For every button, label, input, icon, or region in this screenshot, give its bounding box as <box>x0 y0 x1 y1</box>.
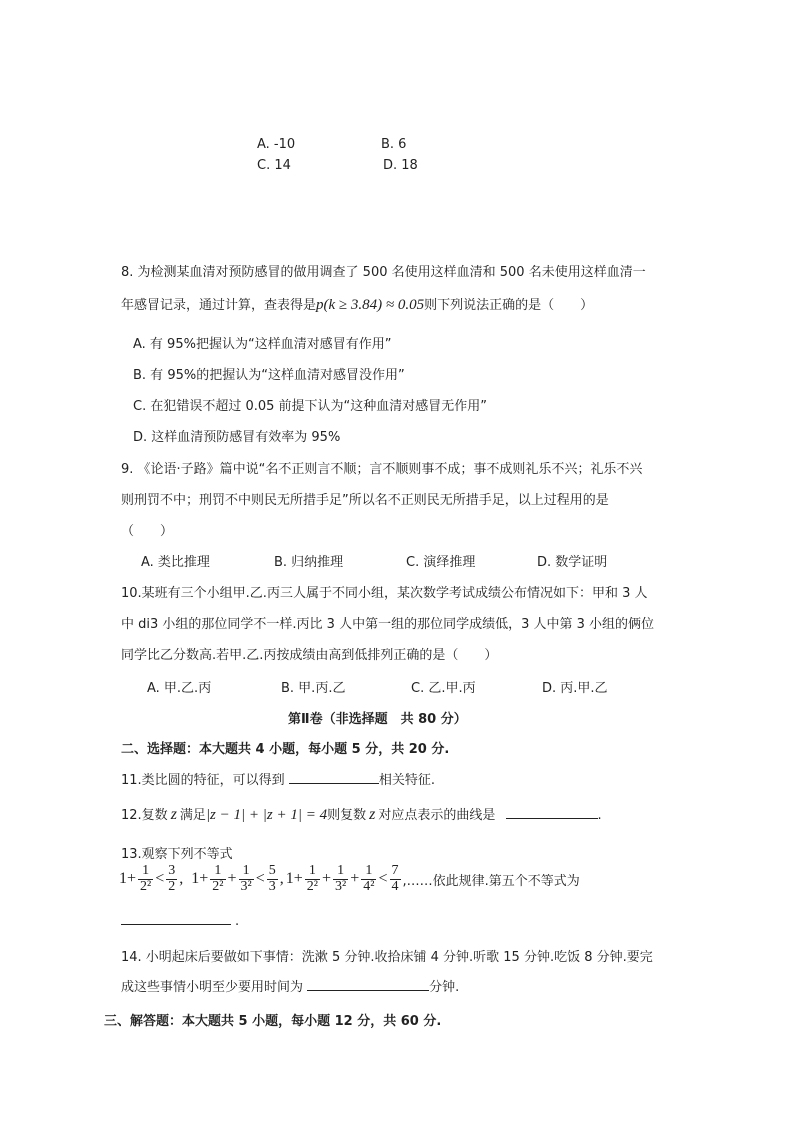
q13-end: . <box>235 914 240 929</box>
q13-frac-den: 3 <box>268 878 276 894</box>
q7-option-d: D. 18 <box>383 158 418 173</box>
q8-line2-post: 则下列说法正确的是（ ） <box>424 298 594 313</box>
q13-fraction-1-over-2sq <box>210 864 225 894</box>
q9-option-d: D. 数学证明 <box>537 555 608 570</box>
q13-frac-num: 1 <box>138 864 153 880</box>
q13-fraction-3-over-2 <box>166 864 177 894</box>
q10-line1: 10.某班有三个小组甲.乙.丙三人属于不同小组，某次数学考试成绩公布情况如下：甲和 3 人 <box>121 586 648 601</box>
q13-frac-den: 3² <box>240 878 252 894</box>
q12-line <box>121 804 602 824</box>
q12-post: 对应点表示的曲线是 <box>378 808 496 823</box>
q13-title: 13.观察下列不等式 <box>121 847 233 862</box>
q8-line2 <box>121 294 593 314</box>
q9-line3: （ ） <box>121 524 174 539</box>
q12-equation: |z − 1| + |z + 1| = 4 <box>205 807 328 823</box>
q13-less-than: < <box>378 870 388 888</box>
q10-option-d: D. 丙.甲.乙 <box>542 681 608 696</box>
q13-frac-den: 2² <box>212 878 224 894</box>
q13-fraction-1-over-2sq <box>305 864 320 894</box>
q12-variable-z: z <box>170 806 177 823</box>
q12-variable-z-2: z <box>369 806 376 823</box>
q8-option-c: C. 在犯错误不超过 0.05 前提下认为“这种血清对感冒无作用” <box>133 399 488 414</box>
q7-option-c: C. 14 <box>257 158 291 173</box>
q8-option-d: D. 这样血清预防感冒有效率为 95% <box>133 430 341 445</box>
q13-fraction-7-over-4 <box>390 864 401 894</box>
q13-term-one: 1+ <box>191 870 209 888</box>
q13-frac-den: 3² <box>335 878 347 894</box>
q13-frac-num: 3 <box>168 863 176 878</box>
section2-heading: 二、选择题：本大题共 4 小题，每小题 5 分，共 20 分. <box>121 742 450 757</box>
q13-frac-den: 4 <box>391 878 399 894</box>
q11-pre: 11.类比圆的特征，可以得到 <box>121 773 285 788</box>
q8-line1: 8. 为检测某血清对预防感冒的做用调查了 500 名使用这样血清和 500 名未使用这样血清一 <box>121 265 646 280</box>
q10-option-c: C. 乙.甲.丙 <box>411 681 476 696</box>
q12-pre: 12.复数 <box>121 808 168 823</box>
q13-fraction-1-over-4sq <box>361 864 376 894</box>
q13-frac-num: 7 <box>391 863 399 878</box>
q8-option-a: A. 有 95%把握认为“这样血清对感冒有作用” <box>133 337 392 352</box>
q13-fraction-5-over-3 <box>267 864 278 894</box>
q13-tail-text: ,……依此规律.第五个不等式为 <box>402 873 580 889</box>
q10-option-b: B. 甲.丙.乙 <box>281 681 346 696</box>
q13-term-one: 1+ <box>119 870 137 888</box>
q10-line2: 中 di3 小组的那位同学不一样.丙比 3 人中第一组的那位同学成绩低，3 人中第 3 小组的俩位 <box>121 617 655 632</box>
q13-plus: + <box>322 870 332 888</box>
q12-mid1: 满足 <box>179 808 206 823</box>
q13-less-than: < <box>155 870 165 888</box>
q13-frac-num: 1 <box>210 864 225 880</box>
q8-option-b: B. 有 95%的把握认为“这样血清对感冒没作用” <box>133 368 405 383</box>
q9-option-b: B. 归纳推理 <box>274 555 344 570</box>
q14-answer-blank <box>307 976 429 991</box>
q8-line2-pre: 年感冒记录，通过计算，查表得是 <box>121 298 317 313</box>
q13-frac-den: 2² <box>140 878 152 894</box>
q13-plus: + <box>227 870 237 888</box>
q7-option-a: A. -10 <box>257 137 296 152</box>
q10-option-a: A. 甲.乙.丙 <box>147 681 212 696</box>
q13-frac-den: 4² <box>363 878 375 894</box>
q13-fraction-1-over-3sq <box>333 864 348 894</box>
q13-answer-line <box>121 910 239 929</box>
q14-line2 <box>121 976 459 995</box>
q13-frac-num: 5 <box>268 863 276 878</box>
q13-fraction-1-over-3sq <box>239 864 254 894</box>
q13-frac-den: 2 <box>168 878 176 894</box>
part2-title: 第Ⅱ卷（非选择题 共 80 分） <box>288 712 467 727</box>
q12-end: . <box>597 808 602 823</box>
q13-frac-den: 2² <box>306 878 318 894</box>
q13-frac-num: 1 <box>361 864 376 880</box>
q13-comma: , <box>179 870 184 888</box>
q9-line2: 则刑罚不中；刑罚不中则民无所措手足”所以名不正则民无所措手足，以上过程用的是 <box>121 493 609 508</box>
q13-inequalities <box>119 864 580 894</box>
q11-line <box>121 769 435 788</box>
q12-mid2: 则复数 <box>327 808 367 823</box>
q13-comma: , <box>279 870 284 888</box>
q13-term-one: 1+ <box>285 870 303 888</box>
q13-frac-num: 1 <box>333 864 348 880</box>
q11-answer-blank <box>289 769 379 784</box>
section3-heading: 三、解答题：本大题共 5 小题，每小题 12 分，共 60 分. <box>104 1014 442 1029</box>
q13-plus: + <box>350 870 360 888</box>
q10-line3: 同学比乙分数高.若甲.乙.丙按成绩由高到低排列正确的是（ ） <box>121 648 498 663</box>
q13-frac-num: 1 <box>305 864 320 880</box>
q13-answer-blank <box>121 910 231 925</box>
q14-line1: 14. 小明起床后要做如下事情：洗漱 5 分钟.收拾床铺 4 分钟.听歌 15 分钟.吃饭 8 分钟.要完 <box>121 950 653 965</box>
q9-option-a: A. 类比推理 <box>141 555 210 570</box>
q13-less-than: < <box>255 870 265 888</box>
q13-fraction-1-over-2sq <box>138 864 153 894</box>
q9-line1: 9. 《论语·子路》篇中说“名不正则言不顺；言不顺则事不成；事不成则礼乐不兴；礼乐不兴 <box>121 462 643 477</box>
q11-post: 相关特征. <box>378 773 435 788</box>
q7-option-b: B. 6 <box>381 137 407 152</box>
q12-answer-blank <box>506 804 598 819</box>
q9-option-c: C. 演绎推理 <box>406 555 476 570</box>
q13-frac-num: 1 <box>239 864 254 880</box>
q8-probability-formula: p(k ≥ 3.84) ≈ 0.05 <box>316 297 425 313</box>
q14-line2-post: 分钟. <box>429 980 460 995</box>
q14-line2-pre: 成这些事情小明至少要用时间为 <box>121 980 304 995</box>
